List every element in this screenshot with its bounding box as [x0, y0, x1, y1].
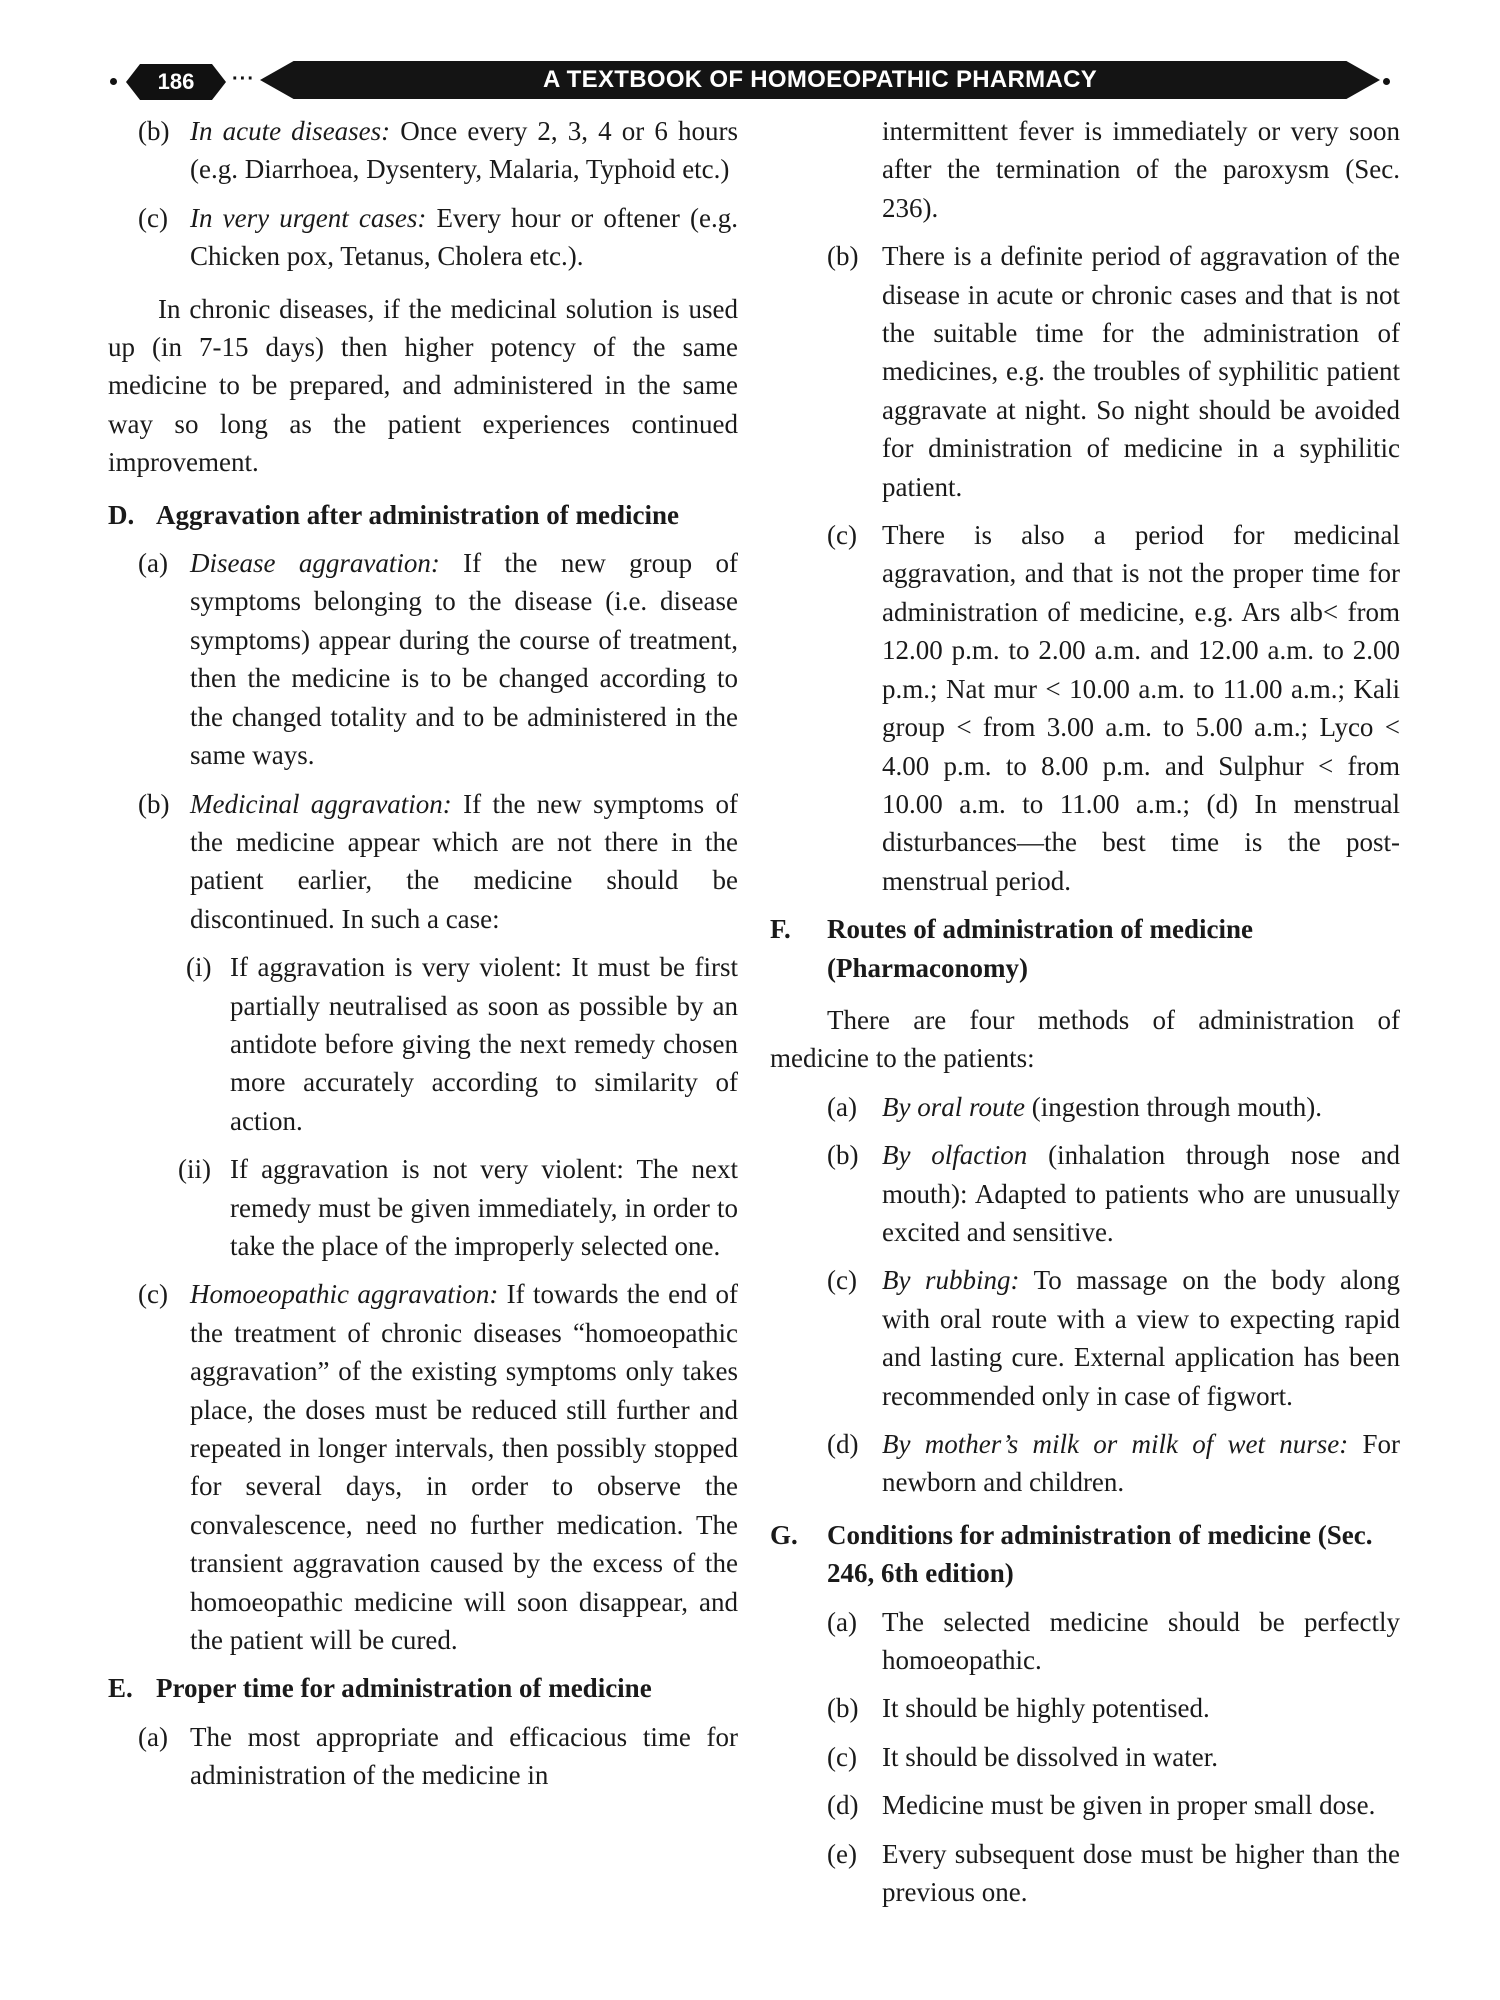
item-label: (a): [138, 548, 168, 579]
item-label: (b): [827, 1693, 859, 1724]
item-text: To massage on the body along with oral route with a view to expecting rapid and lasting cure. External application has been recommended only in case of figwort.: [882, 1265, 1400, 1411]
section-label: F.: [770, 914, 791, 945]
list-item: [108, 199, 738, 276]
item-label: (i): [186, 952, 212, 983]
list-item: [770, 1425, 1400, 1502]
list-item: [108, 544, 738, 774]
section-title: Proper time for administration of medicine: [156, 1673, 652, 1704]
item-text: If towards the end of the treatment of chronic diseases “homoeopathic aggravation” of the existing symptoms only takes place, the doses must be reduced still further and repeated in longer intervals, then possibly stopped for several days, in order to observe the convalescence, need no further medication. The transient aggravation caused by the excess of the homoeopathic medicine will soon disappear, and the patient will be cured.: [190, 1279, 738, 1656]
section-heading-d: [108, 496, 738, 534]
list-item: [770, 237, 1400, 506]
item-label: (c): [138, 202, 168, 233]
item-label: (b): [827, 241, 859, 272]
paragraph-chronic: In chronic diseases, if the medicinal solution is used up (in 7-15 days) then higher potency of the same medicine to be prepared, and administered in the same way so long as the patient experiences continued improvement.: [108, 293, 738, 478]
item-text: The most appropriate and efficacious time for administration of the medicine in: [190, 1721, 738, 1791]
item-label: (e): [827, 1838, 857, 1869]
item-title: Disease aggravation:: [190, 548, 440, 579]
item-label: (c): [827, 1265, 857, 1296]
paragraph-continued: intermittent fever is immediately or very soon after the termination of the paroxysm (Sec. 236).: [882, 116, 1400, 223]
list-item: [108, 785, 738, 939]
list-item: [770, 1738, 1400, 1776]
section-title: Routes of administration of medicine (Pharmaconomy): [827, 914, 1253, 983]
section-title: Conditions for administration of medicine (Sec. 246, 6th edition): [827, 1519, 1373, 1589]
item-text: If aggravation is very violent: It must be first partially neutralised as soon as possible by an antidote before giving the next remedy chosen more accurately according to similarity of action.: [230, 952, 738, 1136]
bullet-dot-icon: [110, 78, 117, 85]
item-label: (a): [827, 1606, 857, 1637]
book-title: A TEXTBOOK OF HOMOEOPATHIC PHARMACY: [542, 66, 1098, 93]
section-label: E.: [108, 1673, 133, 1704]
right-column: [770, 112, 1400, 1911]
section-label: D.: [108, 499, 135, 530]
item-label: (b): [827, 1140, 859, 1171]
list-item: [770, 1261, 1400, 1415]
list-item: [770, 1088, 1400, 1126]
list-item: [108, 1275, 738, 1659]
item-text: It should be highly potentised.: [882, 1693, 1210, 1724]
item-title: In acute diseases:: [190, 116, 391, 146]
item-text: Once every 2, 3, 4 or 6 hours (e.g. Diarrhoea, Dysentery, Malaria, Typhoid etc.): [190, 116, 738, 185]
sub-list-item: [108, 1150, 738, 1265]
page-number: 186: [157, 69, 195, 94]
running-header: [110, 58, 1390, 106]
item-title: By rubbing:: [882, 1265, 1020, 1296]
item-label: (b): [138, 788, 170, 819]
left-column: [108, 112, 738, 1795]
item-text: For newborn and children.: [882, 1429, 1400, 1498]
item-text: It should be dissolved in water.: [882, 1741, 1218, 1772]
item-text: The selected medicine should be perfectly homoeopathic.: [882, 1606, 1400, 1676]
item-text: Every subsequent dose must be higher than the previous one.: [882, 1838, 1400, 1908]
item-text: (ingestion through mouth).: [1024, 1091, 1322, 1122]
item-text: Every hour or oftener (e.g. Chicken pox, Tetanus, Cholera etc.).: [190, 202, 738, 272]
section-heading-g: [770, 1516, 1400, 1593]
item-title: By mother’s milk or milk of wet nurse:: [882, 1429, 1349, 1459]
item-label: (c): [827, 1741, 857, 1772]
section-label: G.: [770, 1519, 798, 1550]
list-item: [770, 1689, 1400, 1727]
item-label: (a): [827, 1091, 857, 1122]
item-title: By olfaction: [882, 1140, 1028, 1171]
list-item: [770, 1786, 1400, 1824]
item-label: (a): [138, 1721, 168, 1752]
item-text: If the new group of symptoms belonging to the disease (i.e. disease symptoms) appear during the course of treatment, then the medicine is to be changed according to the changed totality and to be administered in the same ways.: [190, 548, 739, 771]
item-label: (c): [827, 520, 857, 551]
list-item: [108, 1718, 738, 1795]
section-heading-e: [108, 1669, 738, 1707]
item-title: In very urgent cases:: [190, 202, 427, 233]
item-text: (inhalation through nose and mouth): Adapted to patients who are unusually excited and sensitive.: [882, 1140, 1401, 1247]
list-item: [770, 516, 1400, 900]
header-dots-decoration: ···: [232, 68, 255, 90]
item-label: (b): [138, 116, 170, 146]
section-title: Aggravation after administration of medicine: [156, 499, 679, 530]
item-title: Medicinal aggravation:: [190, 788, 452, 819]
list-item: [108, 112, 738, 189]
sub-list-item: [108, 948, 738, 1140]
paragraph-routes: There are four methods of administration of medicine to the patients:: [770, 1004, 1400, 1074]
item-label: (d): [827, 1790, 859, 1821]
list-item: [770, 1835, 1400, 1912]
item-label: (d): [827, 1429, 859, 1459]
item-text: If aggravation is not very violent: The next remedy must be given immediately, in order to take the place of the improperly selected one.: [230, 1154, 738, 1261]
list-item: [770, 1603, 1400, 1680]
item-title: Homoeopathic aggravation:: [190, 1279, 499, 1310]
item-label: (ii): [178, 1154, 211, 1185]
item-text: There is also a period for medicinal aggravation, and that is not the proper time for administration of medicine, e.g. Ars alb< from 12.00 p.m. to 2.00 a.m. and 12.00 a.m. to 2.00 p.m.; Nat mur < 10.00 a.m. to 11.00 a.m.; Kali group < from 3.00 a.m. to 5.00 a.m.; Lyco < 4.00 p.m. to 8.00 p.m. and Sulphur < from 10.00 a.m. to 11.00 a.m.; (d) In menstrual disturbances—the best time is the post-menstrual period.: [882, 520, 1400, 896]
item-text: Medicine must be given in proper small dose.: [882, 1790, 1376, 1821]
bullet-dot-icon: [1383, 78, 1390, 85]
item-text: If the new symptoms of the medicine appear which are not there in the patient earlier, the medicine should be discontinued. In such a case:: [190, 788, 738, 934]
item-title: By oral route: [882, 1091, 1025, 1122]
item-text: There is a definite period of aggravation of the disease in acute or chronic cases and that is not the suitable time for the administration of medicines, e.g. the troubles of syphilitic patient aggravate at night. So night should be avoided for dministration of medicine in a syphilitic patient.: [882, 241, 1400, 502]
section-heading-f: [770, 910, 1400, 987]
list-item: [770, 1136, 1400, 1251]
item-label: (c): [138, 1279, 168, 1310]
